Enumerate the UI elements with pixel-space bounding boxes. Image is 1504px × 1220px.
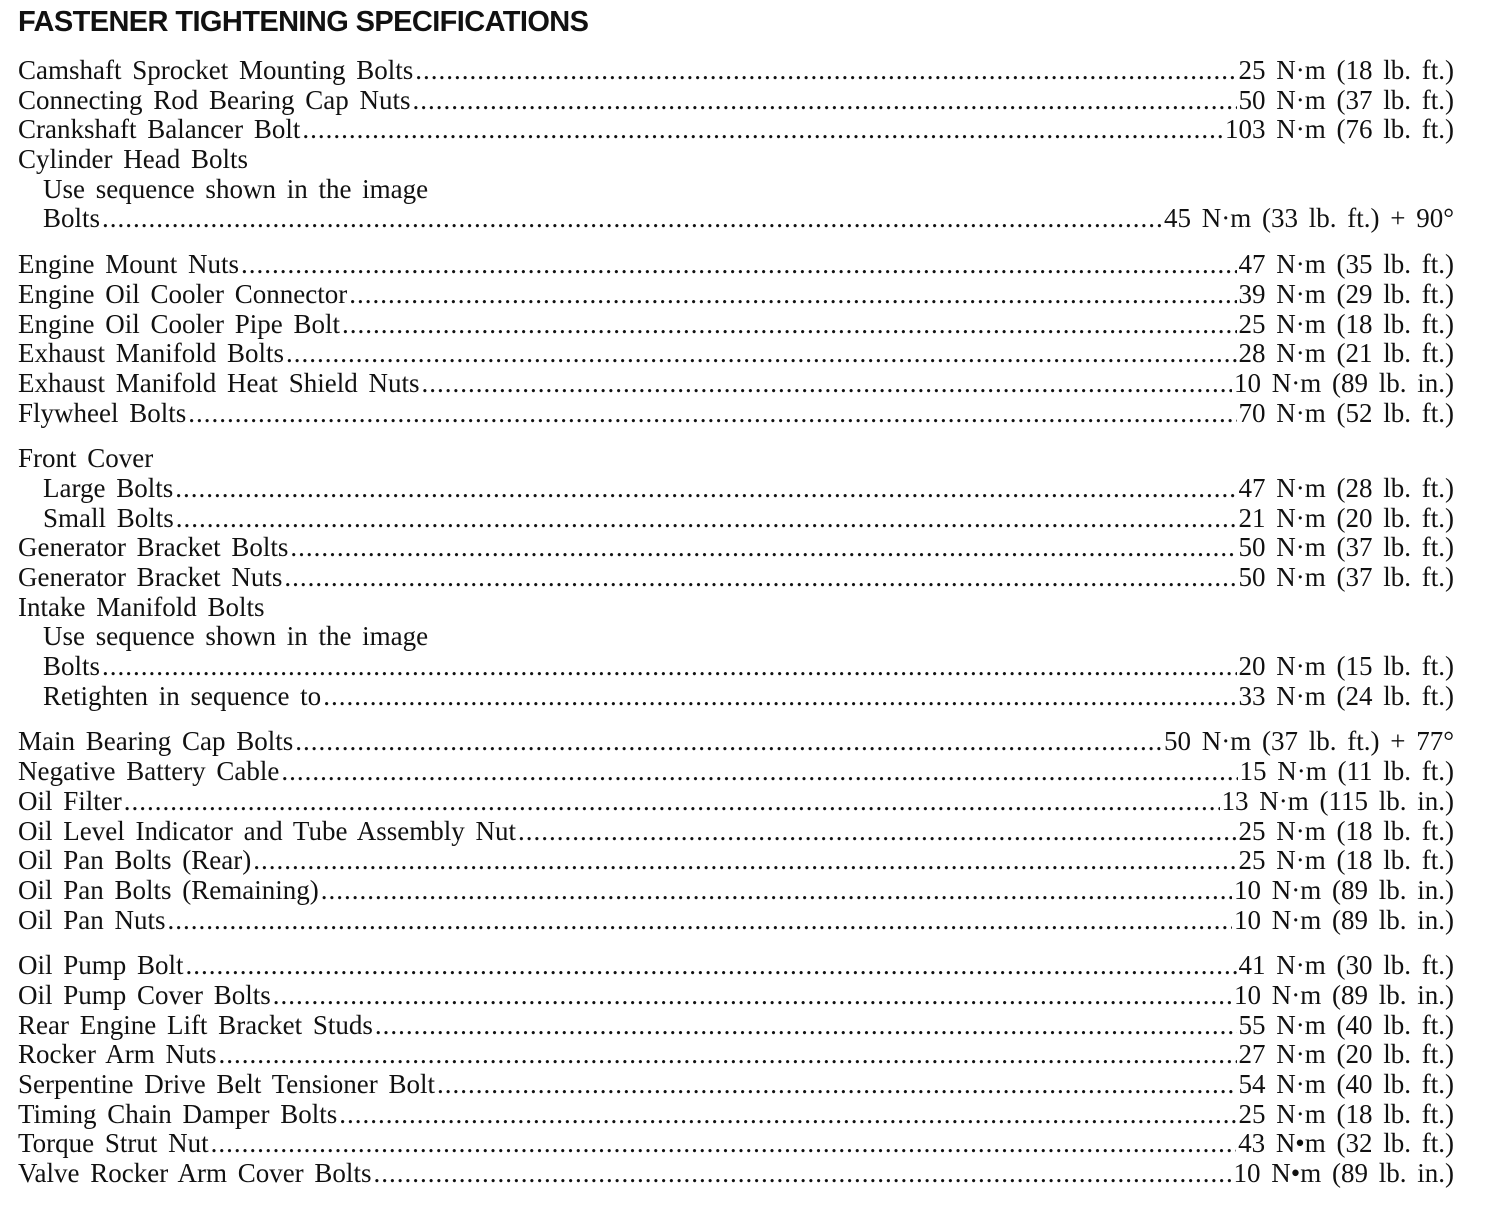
- spec-label: Exhaust Manifold Bolts: [18, 338, 284, 369]
- spec-row: [18, 56, 1454, 86]
- dot-leader: [375, 1011, 1237, 1041]
- dot-leader: [415, 56, 1236, 86]
- spec-row: [18, 533, 1454, 563]
- spec-list: [18, 56, 1454, 1205]
- spec-label: Generator Bracket Bolts: [18, 532, 289, 563]
- spec-row: [18, 250, 1454, 280]
- dot-leader: [412, 86, 1236, 116]
- spec-subrow: [18, 652, 1454, 682]
- dot-leader: [186, 951, 1237, 981]
- spec-label: Timing Chain Damper Bolts: [18, 1098, 338, 1129]
- spec-label: Oil Pan Bolts (Rear): [18, 845, 252, 876]
- spec-label: Negative Battery Cable: [18, 756, 280, 787]
- spec-row: [18, 757, 1454, 787]
- spec-label: Camshaft Sprocket Mounting Bolts: [18, 55, 414, 85]
- spec-label: Front Cover: [18, 443, 154, 474]
- spec-value: 41 N·m (30 lb. ft.): [1238, 950, 1454, 981]
- spec-row: [18, 1040, 1454, 1070]
- dot-leader: [102, 204, 1162, 234]
- spec-label: Engine Oil Cooler Pipe Bolt: [18, 308, 340, 339]
- spec-value: 25 N·m (18 lb. ft.): [1238, 1098, 1454, 1129]
- spec-row: [18, 787, 1454, 817]
- dot-leader: [302, 115, 1223, 145]
- spec-value: 55 N·m (40 lb. ft.): [1238, 1009, 1454, 1040]
- spec-label: Valve Rocker Arm Cover Bolts: [18, 1158, 372, 1189]
- spec-value: 25 N·m (18 lb. ft.): [1238, 815, 1454, 846]
- spec-value: 28 N·m (21 lb. ft.): [1238, 338, 1454, 369]
- spec-value: 10 N·m (89 lb. in.): [1234, 874, 1454, 905]
- dot-leader: [290, 533, 1236, 563]
- spec-row: [18, 399, 1454, 429]
- dot-leader: [188, 399, 1236, 429]
- spec-label: Main Bearing Cap Bolts: [18, 726, 294, 757]
- spec-group: [18, 727, 1454, 935]
- dot-leader: [284, 563, 1236, 593]
- dot-leader: [339, 1100, 1236, 1130]
- spec-value: 47 N·m (28 lb. ft.): [1238, 472, 1454, 503]
- spec-label: Serpentine Drive Belt Tensioner Bolt: [18, 1069, 436, 1099]
- spec-row: [18, 280, 1454, 310]
- dot-leader: [273, 981, 1232, 1011]
- spec-label: Exhaust Manifold Heat Shield Nuts: [18, 367, 420, 398]
- spec-value: 25 N·m (18 lb. ft.): [1238, 55, 1454, 85]
- spec-label: Engine Oil Cooler Connector: [18, 278, 348, 309]
- spec-value: 50 N·m (37 lb. ft.): [1238, 84, 1454, 115]
- spec-group: [18, 444, 1454, 711]
- dot-leader: [286, 339, 1237, 369]
- spec-label: Rear Engine Lift Bracket Studs: [18, 1009, 373, 1040]
- dot-leader: [218, 1040, 1236, 1070]
- spec-value: 39 N·m (29 lb. ft.): [1238, 278, 1454, 309]
- spec-value: 43 N•m (32 lb. ft.): [1238, 1128, 1454, 1159]
- spec-value: 50 N·m (37 lb. ft.): [1238, 562, 1454, 592]
- spec-value: 25 N·m (18 lb. ft.): [1238, 845, 1454, 876]
- spec-value: 45 N·m (33 lb. ft.) + 90°: [1164, 203, 1454, 234]
- dot-leader: [124, 787, 1220, 817]
- spec-row: [18, 86, 1454, 116]
- dot-leader: [175, 474, 1236, 504]
- spec-label: Bolts: [43, 203, 101, 234]
- spec-value: 13 N·m (115 lb. in.): [1221, 785, 1454, 816]
- dot-leader: [241, 250, 1237, 280]
- spec-label: Generator Bracket Nuts: [18, 562, 283, 592]
- spec-value: 27 N·m (20 lb. ft.): [1238, 1039, 1454, 1070]
- dot-leader: [253, 846, 1236, 876]
- spec-label: Intake Manifold Bolts: [18, 591, 265, 622]
- dot-leader: [102, 652, 1237, 682]
- spec-subrow: [18, 175, 1454, 205]
- spec-label: Small Bolts: [43, 502, 174, 533]
- spec-value: 33 N·m (24 lb. ft.): [1238, 680, 1454, 711]
- spec-label: Oil Level Indicator and Tube Assembly Nut: [18, 815, 516, 846]
- spec-row: [18, 1159, 1454, 1189]
- spec-row: [18, 876, 1454, 906]
- dot-leader: [421, 369, 1232, 399]
- dot-leader: [349, 280, 1236, 310]
- dot-leader: [211, 1129, 1236, 1159]
- spec-row: [18, 593, 1454, 623]
- spec-value: 10 N·m (89 lb. in.): [1234, 979, 1454, 1010]
- dot-leader: [323, 682, 1236, 712]
- spec-value: 50 N·m (37 lb. ft.): [1238, 532, 1454, 563]
- spec-value: 50 N·m (37 lb. ft.) + 77°: [1164, 726, 1454, 757]
- spec-label: Flywheel Bolts: [18, 397, 187, 428]
- spec-value: 15 N·m (11 lb. ft.): [1239, 756, 1454, 787]
- spec-value: 70 N·m (52 lb. ft.): [1238, 397, 1454, 428]
- spec-row: [18, 817, 1454, 847]
- spec-row: [18, 1011, 1454, 1041]
- spec-label: Crankshaft Balancer Bolt: [18, 114, 301, 145]
- spec-row: [18, 1100, 1454, 1130]
- spec-row: [18, 906, 1454, 936]
- spec-row: [18, 846, 1454, 876]
- dot-leader: [373, 1159, 1231, 1189]
- spec-label: Oil Filter: [18, 785, 122, 816]
- spec-label: Rocker Arm Nuts: [18, 1039, 217, 1070]
- spec-value: 47 N·m (35 lb. ft.): [1238, 249, 1454, 280]
- spec-label: Cylinder Head Bolts: [18, 144, 248, 175]
- spec-row: [18, 115, 1454, 145]
- spec-label: Connecting Rod Bearing Cap Nuts: [18, 84, 411, 115]
- page-title: FASTENER TIGHTENING SPECIFICATIONS: [18, 6, 589, 38]
- dot-leader: [176, 504, 1237, 534]
- spec-row: [18, 369, 1454, 399]
- spec-subrow: [18, 474, 1454, 504]
- spec-value: 21 N·m (20 lb. ft.): [1238, 502, 1454, 533]
- dot-leader: [518, 817, 1237, 847]
- dot-leader: [295, 727, 1162, 757]
- spec-value: 54 N·m (40 lb. ft.): [1238, 1069, 1454, 1099]
- spec-label: Oil Pan Bolts (Remaining): [18, 874, 319, 905]
- spec-row: [18, 1070, 1454, 1100]
- spec-label: Retighten in sequence to: [43, 680, 322, 711]
- spec-row: [18, 951, 1454, 981]
- spec-value: 25 N·m (18 lb. ft.): [1238, 308, 1454, 339]
- spec-label: Use sequence shown in the image: [43, 173, 429, 204]
- spec-row: [18, 339, 1454, 369]
- spec-label: Use sequence shown in the image: [43, 621, 429, 652]
- spec-row: [18, 1129, 1454, 1159]
- spec-row: [18, 145, 1454, 175]
- spec-value: 20 N·m (15 lb. ft.): [1238, 651, 1454, 682]
- spec-label: Torque Strut Nut: [18, 1128, 209, 1159]
- spec-row: [18, 563, 1454, 593]
- spec-subrow: [18, 682, 1454, 712]
- spec-row: [18, 444, 1454, 474]
- spec-label: Engine Mount Nuts: [18, 249, 239, 280]
- spec-label: Bolts: [43, 651, 101, 682]
- spec-group: [18, 250, 1454, 428]
- spec-label: Oil Pan Nuts: [18, 904, 166, 935]
- spec-row: [18, 727, 1454, 757]
- dot-leader: [342, 310, 1237, 340]
- spec-group: [18, 56, 1454, 234]
- spec-value: 10 N•m (89 lb. in.): [1233, 1158, 1454, 1189]
- dot-leader: [437, 1070, 1236, 1100]
- spec-label: Oil Pump Cover Bolts: [18, 979, 271, 1010]
- spec-value: 10 N·m (89 lb. in.): [1234, 904, 1454, 935]
- dot-leader: [281, 757, 1237, 787]
- dot-leader: [168, 906, 1233, 936]
- spec-label: Large Bolts: [43, 472, 174, 503]
- spec-row: [18, 981, 1454, 1011]
- spec-group: [18, 951, 1454, 1189]
- spec-subrow: [18, 504, 1454, 534]
- spec-value: 10 N·m (89 lb. in.): [1234, 367, 1454, 398]
- spec-subrow: [18, 204, 1454, 234]
- dot-leader: [321, 876, 1232, 906]
- spec-label: Oil Pump Bolt: [18, 950, 184, 981]
- spec-value: 103 N·m (76 lb. ft.): [1225, 114, 1454, 145]
- spec-subrow: [18, 622, 1454, 652]
- spec-row: [18, 310, 1454, 340]
